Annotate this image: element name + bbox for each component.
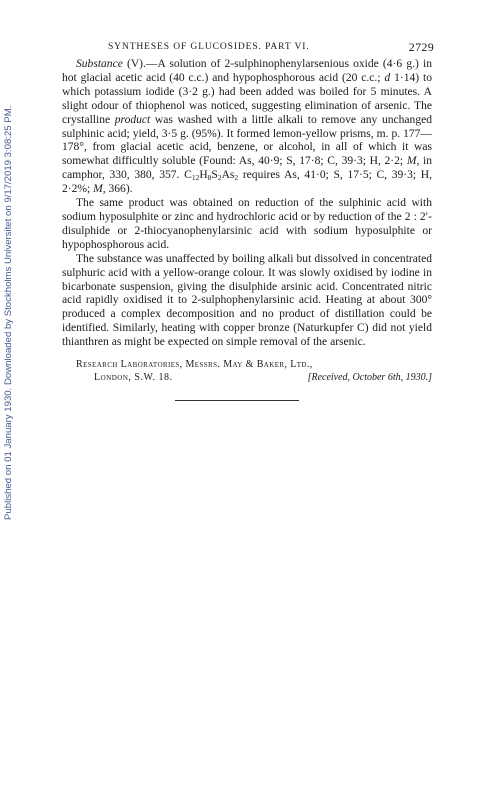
product-word: product <box>114 113 151 126</box>
received-date: [Received, October 6th, 1930.] <box>307 372 432 384</box>
location-line <box>62 371 432 384</box>
laboratory-city: London, S.W. 18. <box>94 372 173 384</box>
paragraph-substance <box>62 58 432 197</box>
journal-page <box>62 40 432 401</box>
molecular-weight-symbol: M <box>406 155 417 168</box>
molecular-formula: $C_{12}H_8S_2As_2$ <box>184 169 239 183</box>
p1-text-6: , 366). <box>102 183 133 196</box>
download-watermark <box>2 80 16 520</box>
density-symbol: d <box>384 71 391 84</box>
end-rule <box>175 400 299 401</box>
p1-text-2: 1·14) to which potassium iodide (3·2 g.) had been added was boiled for 5 minutes. A slight odour of thiophenol was noticed, suggesting elimination of arsenic. The crystalline <box>62 71 432 126</box>
running-head <box>62 40 432 58</box>
running-head-title: SYNTHESES OF GLUCOSIDES. PART VI. <box>108 42 310 52</box>
laboratory-affiliation: Research Laboratories, Messrs. May & Baker, Ltd., <box>76 359 313 371</box>
p1-text-5: requires As, 41·0; S, 17·5; C, 39·3; H, 2·2%; <box>62 169 432 196</box>
p1-text-1: (V).—A solution of 2-sulphinophenylarsenious oxide (4·6 g.) in hot glacial acetic acid (40 c.c.) and hypophosphorous acid (20 c.c.; <box>62 58 432 84</box>
p1-text-3: was washed with a little alkali to remove any unchanged sulphinic acid; yield, 3·5 g. (95%). It formed lemon-yellow prisms, m. p. 177—178°, from glacial acetic acid, benzene, or alcohol, in all of which it was somewhat difficultly soluble (Found: As, 40·9; S, 17·8; C, 39·3; H, 2·2; <box>62 113 432 168</box>
p1-text-4: , in camphor, 330, 380, 357. <box>62 155 432 182</box>
article-body <box>62 58 432 350</box>
molecular-weight-symbol-2: M <box>93 183 103 196</box>
paragraph-reduction: The same product was obtained on reduction of the sulphinic acid with sodium hyposulphite or zinc and hydrochloric acid or by reduction of the 2 : 2′-disulphide or 2-thiocyanophenylarsinic acid with sodium hyposulphite or hypophosphorous acid. <box>62 197 432 251</box>
paragraph-properties: The substance was unaffected by boiling alkali but dissolved in concentrated sulphuric acid with a yellow-orange colour. It was slowly oxidised by iodine in bicarbonate suspension, giving the disulphide arsinic acid. Concentrated nitric acid rapidly oxidised it to 2-sulphophenylarsinic acid. Heating at about 300° produced a complex decomposition and no product of distillation could be identified. Similarly, heating with copper bronze (Naturkupfer C) did not yield thianthren as might be expected on simple removal of the arsenic. <box>62 252 432 349</box>
substance-heading: Substance <box>76 58 123 70</box>
page-number: 2729 <box>408 40 434 54</box>
published-note: Published on 01 January 1930. Downloaded by Stockholms Universitet on 9/17/2019 3:08:25 PM. <box>3 105 14 520</box>
affiliation-block <box>62 358 432 384</box>
